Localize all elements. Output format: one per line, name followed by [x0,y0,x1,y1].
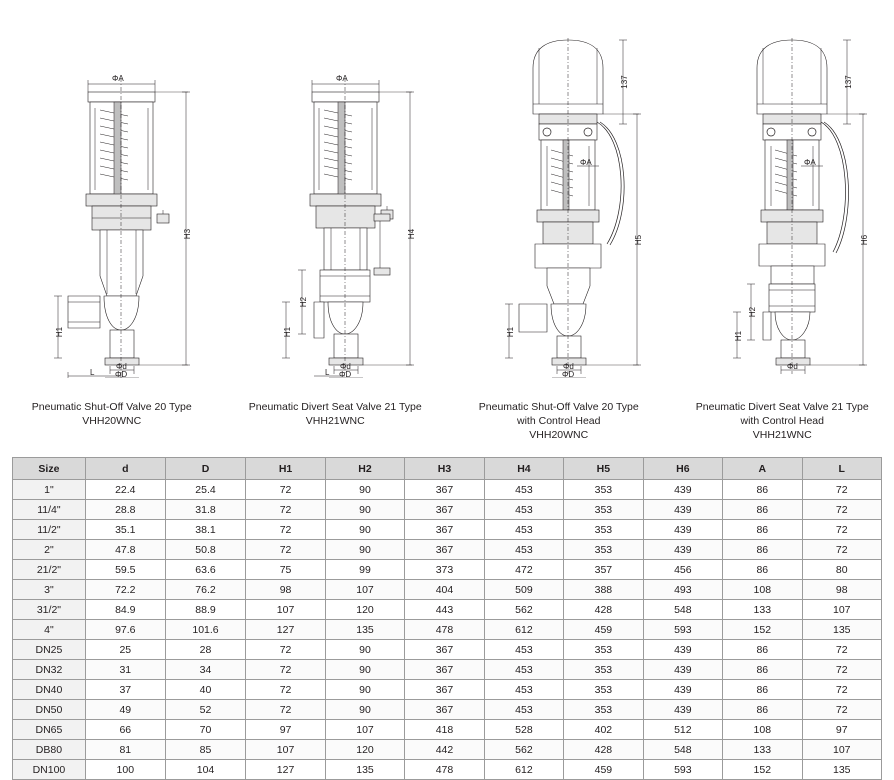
table-cell-value: 86 [723,480,802,500]
figure-3-caption-line3: VHH20WNC [447,428,671,442]
table-cell-value: 439 [643,640,722,660]
table-cell-value: 453 [484,520,563,540]
table-cell-value: 72 [802,520,881,540]
svg-text:H6: H6 [860,234,869,245]
svg-text:Φd: Φd [563,362,574,371]
table-cell-value: 52 [165,700,246,720]
table-cell-value: 152 [723,620,802,640]
svg-text:H1: H1 [283,326,292,337]
table-cell-value: 72 [802,700,881,720]
table-cell-value: 353 [564,500,643,520]
table-cell-value: 88.9 [165,600,246,620]
figure-3-caption [447,400,671,442]
table-cell-value: 90 [325,700,404,720]
figure-1-caption [0,400,224,428]
table-cell-value: 439 [643,540,722,560]
table-cell-value: 59.5 [85,560,165,580]
table-cell-value: 97 [802,720,881,740]
table-cell-size: 11/4" [13,500,86,520]
table-cell-value: 439 [643,500,722,520]
table-cell-size: 11/2" [13,520,86,540]
table-cell-value: 548 [643,740,722,760]
table-cell-value: 37 [85,680,165,700]
table-cell-value: 367 [405,660,484,680]
table-cell-value: 90 [325,540,404,560]
svg-text:H1: H1 [506,326,515,337]
table-row [13,600,882,620]
table-cell-value: 108 [723,580,802,600]
valve-drawing-4 [671,18,894,378]
table-cell-value: 459 [564,620,643,640]
table-cell-value: 388 [564,580,643,600]
table-header-cell: H2 [325,458,404,480]
table-cell-value: 72 [246,520,325,540]
table-cell-value: 80 [802,560,881,580]
table-cell-size: DN32 [13,660,86,680]
table-header-cell: d [85,458,165,480]
table-cell-value: 72 [246,500,325,520]
table-cell-value: 107 [802,600,881,620]
table-cell-value: 493 [643,580,722,600]
table-cell-value: 70 [165,720,246,740]
table-cell-value: 90 [325,500,404,520]
table-cell-value: 152 [723,760,802,780]
table-cell-value: 47.8 [85,540,165,560]
table-cell-value: 135 [325,620,404,640]
table-cell-value: 418 [405,720,484,740]
table-cell-value: 98 [802,580,881,600]
table-cell-value: 25 [85,640,165,660]
table-cell-value: 34 [165,660,246,680]
table-row [13,740,882,760]
svg-text:ΦA: ΦA [804,158,816,167]
table-cell-value: 133 [723,740,802,760]
figure-3-caption-line1: Pneumatic Shut-Off Valve 20 Type [447,400,671,414]
table-cell-value: 72 [802,640,881,660]
table-cell-value: 428 [564,740,643,760]
svg-text:ΦA: ΦA [580,158,592,167]
figure-2-caption [224,400,448,428]
svg-text:ΦA: ΦA [336,74,348,83]
table-cell-size: 31/2" [13,600,86,620]
svg-text:137: 137 [620,75,629,89]
table-cell-value: 40 [165,680,246,700]
svg-text:H3: H3 [183,228,192,239]
table-cell-value: 562 [484,740,563,760]
table-header-cell: H6 [643,458,722,480]
table-cell-value: 367 [405,540,484,560]
table-cell-value: 90 [325,660,404,680]
table-cell-value: 353 [564,660,643,680]
table-row [13,520,882,540]
table-cell-value: 453 [484,500,563,520]
table-cell-value: 453 [484,700,563,720]
table-cell-value: 353 [564,480,643,500]
table-cell-value: 593 [643,620,722,640]
table-cell-value: 528 [484,720,563,740]
table-cell-value: 85 [165,740,246,760]
table-row [13,660,882,680]
table-cell-value: 107 [325,580,404,600]
table-cell-size: DN100 [13,760,86,780]
svg-text:Φd: Φd [340,362,351,371]
specification-table-wrapper [12,457,882,780]
table-cell-value: 453 [484,640,563,660]
table-cell-value: 81 [85,740,165,760]
table-cell-value: 107 [325,720,404,740]
table-row [13,560,882,580]
table-cell-value: 439 [643,660,722,680]
table-header-cell: L [802,458,881,480]
table-cell-value: 72 [246,660,325,680]
table-cell-value: 35.1 [85,520,165,540]
svg-text:ΦA: ΦA [112,74,124,83]
table-cell-value: 86 [723,700,802,720]
table-cell-value: 442 [405,740,484,760]
table-header-cell: D [165,458,246,480]
table-cell-value: 28 [165,640,246,660]
svg-text:ΦD: ΦD [562,370,574,378]
table-cell-value: 404 [405,580,484,600]
table-cell-value: 72 [802,500,881,520]
table-cell-value: 107 [246,600,325,620]
table-cell-value: 101.6 [165,620,246,640]
table-cell-value: 439 [643,700,722,720]
figure-1-drawing [0,18,224,378]
svg-text:L: L [325,368,330,377]
figure-4-caption-line3: VHH21WNC [671,428,894,442]
table-cell-value: 86 [723,640,802,660]
table-cell-value: 50.8 [165,540,246,560]
svg-text:H1: H1 [55,326,64,337]
table-cell-value: 72 [246,540,325,560]
table-cell-value: 90 [325,640,404,660]
table-header [13,458,882,480]
table-cell-value: 86 [723,680,802,700]
table-cell-value: 104 [165,760,246,780]
table-cell-value: 612 [484,760,563,780]
figure-3-caption-line2: with Control Head [447,414,671,428]
table-header-row [13,458,882,480]
figure-vhh21wnc-control-head [671,0,894,450]
table-cell-value: 453 [484,660,563,680]
table-cell-value: 373 [405,560,484,580]
table-cell-value: 612 [484,620,563,640]
svg-text:137: 137 [844,75,853,89]
table-cell-value: 127 [246,760,325,780]
svg-text:Φd: Φd [787,362,798,371]
table-cell-value: 72 [246,480,325,500]
table-cell-value: 353 [564,640,643,660]
table-cell-value: 439 [643,480,722,500]
table-row [13,760,882,780]
table-cell-size: 3" [13,580,86,600]
table-cell-value: 443 [405,600,484,620]
table-cell-size: DN65 [13,720,86,740]
table-body [13,480,882,780]
figure-4-drawing [671,18,894,378]
table-cell-value: 127 [246,620,325,640]
table-cell-value: 86 [723,660,802,680]
valve-drawing-3 [447,18,670,378]
table-cell-value: 72 [802,480,881,500]
table-row [13,580,882,600]
svg-text:H5: H5 [634,234,643,245]
table-cell-value: 86 [723,540,802,560]
table-cell-value: 97.6 [85,620,165,640]
table-cell-value: 133 [723,600,802,620]
table-row [13,680,882,700]
table-cell-value: 107 [802,740,881,760]
svg-text:ΦD: ΦD [115,370,127,378]
table-cell-value: 108 [723,720,802,740]
table-cell-value: 367 [405,700,484,720]
table-cell-value: 135 [802,760,881,780]
specification-table [12,457,882,780]
table-cell-value: 357 [564,560,643,580]
svg-text:H2: H2 [748,306,757,317]
figure-2-caption-line1: Pneumatic Divert Seat Valve 21 Type [224,400,448,414]
table-cell-value: 593 [643,760,722,780]
svg-text:H2: H2 [299,296,308,307]
table-row [13,720,882,740]
table-cell-value: 75 [246,560,325,580]
svg-text:H4: H4 [407,228,416,239]
table-cell-value: 478 [405,620,484,640]
table-row [13,640,882,660]
table-cell-size: 21/2" [13,560,86,580]
table-cell-value: 38.1 [165,520,246,540]
table-cell-value: 49 [85,700,165,720]
figure-1-caption-line1: Pneumatic Shut-Off Valve 20 Type [0,400,224,414]
table-header-cell: Size [13,458,86,480]
table-cell-value: 353 [564,520,643,540]
table-cell-value: 72 [802,660,881,680]
table-cell-size: DB80 [13,740,86,760]
table-cell-value: 439 [643,680,722,700]
figure-2-caption-line2: VHH21WNC [224,414,448,428]
table-cell-value: 28.8 [85,500,165,520]
table-cell-value: 453 [484,540,563,560]
table-header-cell: H4 [484,458,563,480]
table-cell-value: 367 [405,480,484,500]
table-cell-size: 1" [13,480,86,500]
table-cell-value: 439 [643,520,722,540]
table-cell-value: 367 [405,500,484,520]
figure-1-caption-line2: VHH20WNC [0,414,224,428]
svg-text:L: L [90,368,95,377]
valve-drawing-1 [0,18,223,378]
svg-text:Φd: Φd [116,362,127,371]
table-cell-value: 72.2 [85,580,165,600]
valve-drawing-2 [224,18,447,378]
table-cell-value: 86 [723,500,802,520]
table-cell-value: 31 [85,660,165,680]
table-cell-value: 135 [802,620,881,640]
table-cell-value: 31.8 [165,500,246,520]
table-cell-value: 72 [802,680,881,700]
table-header-cell: H1 [246,458,325,480]
table-cell-value: 86 [723,520,802,540]
table-cell-value: 90 [325,520,404,540]
table-cell-value: 562 [484,600,563,620]
table-row [13,500,882,520]
table-cell-value: 509 [484,580,563,600]
table-cell-value: 453 [484,480,563,500]
table-cell-value: 456 [643,560,722,580]
table-cell-value: 548 [643,600,722,620]
figure-2-drawing [224,18,448,378]
table-cell-value: 120 [325,600,404,620]
figure-3-drawing [447,18,671,378]
figure-vhh20wnc [0,0,224,450]
table-cell-value: 90 [325,680,404,700]
figure-vhh21wnc [224,0,448,450]
figure-4-caption [671,400,894,442]
table-cell-value: 72 [246,700,325,720]
figure-4-caption-line2: with Control Head [671,414,894,428]
table-cell-size: DN25 [13,640,86,660]
table-header-cell: H5 [564,458,643,480]
table-cell-size: 4" [13,620,86,640]
table-cell-value: 512 [643,720,722,740]
table-cell-value: 84.9 [85,600,165,620]
table-cell-value: 72 [246,680,325,700]
table-cell-size: 2" [13,540,86,560]
table-cell-value: 367 [405,680,484,700]
table-cell-value: 459 [564,760,643,780]
table-cell-value: 86 [723,560,802,580]
table-cell-value: 135 [325,760,404,780]
table-cell-value: 428 [564,600,643,620]
table-cell-value: 76.2 [165,580,246,600]
table-cell-value: 99 [325,560,404,580]
svg-text:ΦD: ΦD [339,370,351,378]
table-row [13,620,882,640]
table-cell-value: 72 [802,540,881,560]
table-cell-value: 97 [246,720,325,740]
svg-text:H1: H1 [734,330,743,341]
table-cell-value: 66 [85,720,165,740]
table-cell-value: 100 [85,760,165,780]
table-cell-value: 25.4 [165,480,246,500]
table-row [13,540,882,560]
figure-4-caption-line1: Pneumatic Divert Seat Valve 21 Type [671,400,894,414]
table-cell-value: 63.6 [165,560,246,580]
table-cell-value: 353 [564,700,643,720]
table-cell-value: 353 [564,680,643,700]
table-cell-value: 453 [484,680,563,700]
table-header-cell: H3 [405,458,484,480]
table-cell-value: 367 [405,520,484,540]
table-cell-value: 107 [246,740,325,760]
table-cell-value: 98 [246,580,325,600]
table-cell-value: 367 [405,640,484,660]
table-cell-value: 72 [246,640,325,660]
table-cell-value: 472 [484,560,563,580]
figure-vhh20wnc-control-head [447,0,671,450]
table-cell-size: DN40 [13,680,86,700]
table-cell-value: 402 [564,720,643,740]
table-cell-value: 478 [405,760,484,780]
table-row [13,700,882,720]
table-cell-value: 120 [325,740,404,760]
table-cell-value: 22.4 [85,480,165,500]
table-header-cell: A [723,458,802,480]
table-cell-value: 353 [564,540,643,560]
table-cell-value: 90 [325,480,404,500]
table-cell-size: DN50 [13,700,86,720]
table-row [13,480,882,500]
